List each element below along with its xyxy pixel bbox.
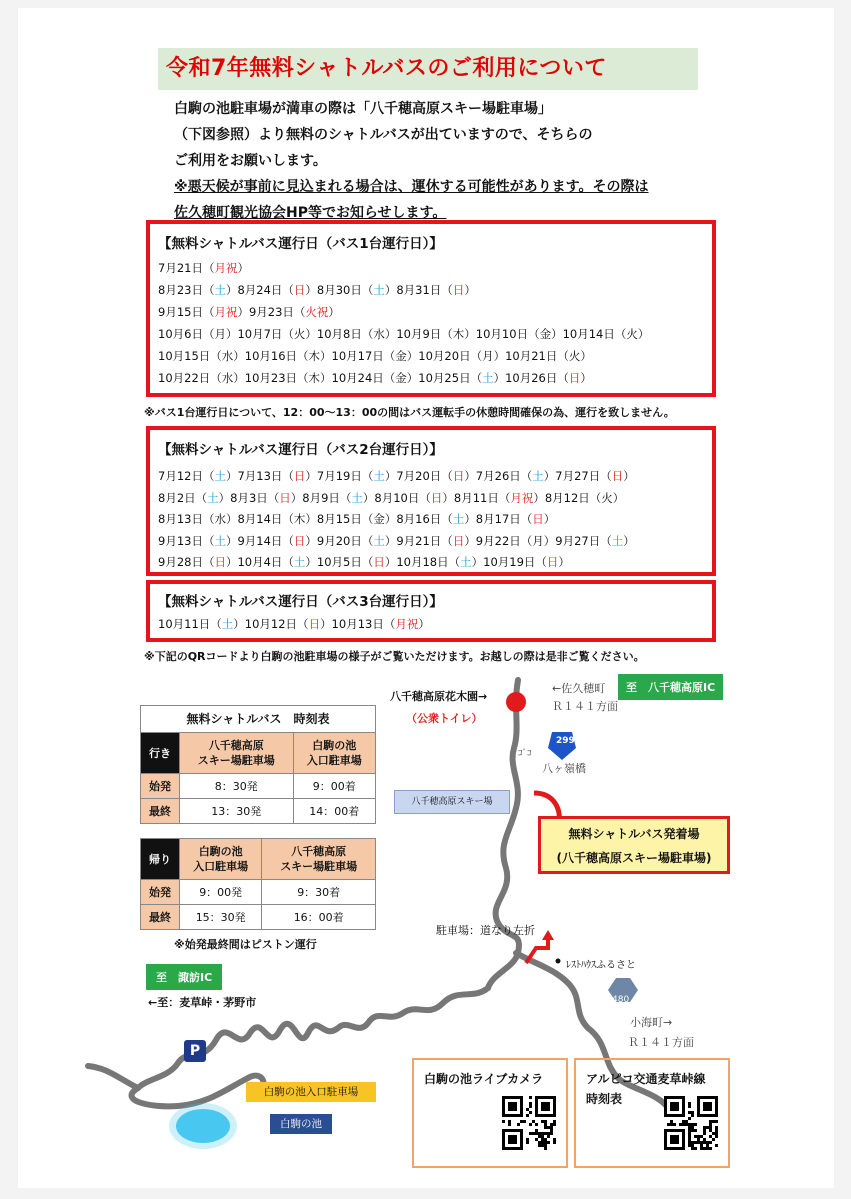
date-text: 9月15日（: [158, 305, 215, 319]
depot-subtitle: (八千穂高原スキー場駐車場): [556, 851, 712, 865]
bus3-schedule-box: [146, 580, 716, 642]
date-text: ）8月17日（: [464, 512, 533, 526]
date-text: 8月13日（水）8月14日（木）8月15日（金）8月16日（: [158, 512, 453, 526]
table-row: [141, 905, 376, 930]
flyer-page: [18, 8, 834, 1188]
day-of-week: 日: [452, 469, 465, 483]
arrival-time: 9：30着: [262, 880, 376, 905]
day-of-week: 土: [373, 533, 385, 548]
date-row: [158, 326, 649, 342]
date-text: 8月2日（: [158, 490, 208, 505]
table-row: [141, 774, 376, 799]
day-of-week: 土: [532, 469, 544, 483]
day-of-week: 月祝: [214, 261, 238, 275]
outbound-from: [180, 733, 294, 774]
route-480-label: 480: [612, 995, 630, 1005]
date-text: ）10月19日（: [471, 555, 547, 569]
intro-line: ご利用をお願いします。: [174, 153, 327, 169]
date-text: ）8月31日（: [384, 283, 453, 297]
bus2-schedule-box: [146, 426, 716, 576]
day-of-week: 日: [373, 555, 385, 569]
arrival-time: 9：00着: [293, 774, 375, 799]
day-of-week: 土: [214, 469, 226, 483]
depot-callout: [538, 816, 730, 874]
date-text: ）8月3日（: [218, 490, 280, 505]
parking-turn-label: 駐車場：道なり左折: [436, 924, 535, 937]
resthouse-label: ﾚｽﾄﾊｳｽふるさと: [566, 960, 636, 971]
date-text: ）8月10日（: [362, 490, 431, 505]
live-camera-label: 白駒の池ライブカメラ: [424, 1072, 544, 1086]
day-of-week: 土: [214, 283, 226, 297]
alpico-qr-box: [574, 1058, 730, 1168]
road-r299: [488, 680, 519, 988]
date-text: ）10月18日（: [384, 555, 461, 569]
day-of-week: 土: [611, 533, 624, 548]
date-text: ）9月14日（: [225, 533, 294, 548]
outbound-from-line: 八千穂高原: [208, 739, 264, 752]
date-text: ）: [418, 617, 430, 631]
return-from-line: 入口駐車場: [193, 860, 249, 873]
date-text: ）7月13日（: [225, 469, 294, 483]
return-to: [262, 839, 376, 880]
intro-text: [174, 96, 649, 226]
r141-bottom-label: Ｒ１４１方面: [628, 1036, 694, 1049]
date-text: ）10月26日（: [493, 371, 569, 385]
day-of-week: 月祝: [510, 490, 534, 505]
pond-glow: [169, 1103, 237, 1149]
return-from: [180, 839, 262, 880]
day-of-week: 土: [221, 617, 234, 631]
row-label: 始発: [141, 774, 180, 799]
curve-label: ｺﾞｺ: [518, 749, 532, 759]
date-text: ）: [543, 512, 556, 526]
date-row: [158, 533, 635, 549]
date-row: [158, 490, 624, 506]
alpico-sublabel: 時刻表: [586, 1092, 623, 1106]
date-text: ）8月12日（火）: [533, 490, 625, 505]
date-row: [158, 370, 592, 386]
day-of-week: 日: [214, 555, 226, 569]
date-text: ）10月5日（: [305, 555, 374, 569]
return-dir: 帰り: [141, 839, 180, 880]
date-text: ）7月27日（: [543, 469, 612, 483]
day-of-week: 日: [532, 512, 544, 526]
row-label: 最終: [141, 905, 180, 930]
pond-label: 白駒の池: [270, 1114, 332, 1134]
road-west: [88, 1066, 138, 1088]
day-of-week: 土: [482, 371, 494, 385]
arrival-time: 16：00着: [262, 905, 376, 930]
date-row: [158, 616, 430, 632]
day-of-week: 土: [351, 490, 363, 505]
intro-warning: ※悪天候が事前に見込まれる場合は、運休する可能性があります。その際は: [174, 179, 649, 195]
date-text: ）9月23日（: [237, 305, 306, 319]
toilet-marker: [506, 692, 526, 712]
return-to-line: スキー場駐車場: [280, 860, 358, 873]
flower-park-label: 八千穂高原花木園→: [390, 690, 488, 703]
route-299-label: 299: [556, 736, 575, 746]
date-row: [158, 468, 635, 484]
day-of-week: 土: [214, 533, 226, 548]
to-koumi-label: 小海町→: [630, 1016, 673, 1029]
bus1-note: ※バス1台運行日について、12：00～13：00の間はバス運転手の休憩時間確保の為、運行を致しません。: [144, 406, 675, 419]
date-text: ）8月30日（: [305, 283, 374, 297]
qr-note: ※下記のQRコードより白駒の池駐車場の様子がご覧いただけます。お越しの際は是非ご覧ください。: [144, 650, 645, 663]
date-text: 10月6日（月）10月7日（火）10月8日（水）10月9日（木）10月10日（金）10月14日（火）: [158, 327, 650, 341]
outbound-to: [293, 733, 375, 774]
day-of-week: 土: [452, 512, 465, 526]
date-text: ）: [237, 261, 249, 275]
to-mugikusa-label: ←至：麦草峠・茅野市: [148, 996, 257, 1009]
parking-arrow-head: [542, 930, 554, 940]
day-of-week: 土: [460, 555, 472, 569]
date-text: ）10月13日（: [320, 617, 396, 631]
date-text: ）: [328, 305, 340, 319]
parking-icon: P: [184, 1040, 206, 1062]
day-of-week: 日: [293, 283, 306, 297]
date-text: 7月12日（: [158, 469, 215, 483]
day-of-week: 土: [373, 283, 385, 297]
date-text: 8月23日（: [158, 283, 215, 297]
ski-resort-label: 八千穂高原スキー場: [394, 790, 510, 814]
date-row: [158, 304, 340, 320]
timetable-note: ※始発最終間はピストン運行: [174, 938, 317, 951]
date-row: [158, 348, 592, 364]
alpico-label: アルピコ交通麦草峠線: [586, 1072, 706, 1086]
depot-title: 無料シャトルバス発着場: [568, 827, 700, 841]
return-to-line: 八千穂高原: [291, 845, 347, 858]
date-text: ）8月9日（: [290, 490, 352, 505]
departure-time: 13：30発: [180, 799, 294, 824]
day-of-week: 日: [546, 555, 559, 569]
date-text: ）: [623, 469, 635, 483]
pond-parking-label: 白駒の池入口駐車場: [246, 1082, 376, 1102]
date-text: ）: [464, 283, 476, 297]
departure-time: 9：00発: [180, 880, 262, 905]
date-row: [158, 260, 249, 276]
date-text: ）9月21日（: [384, 533, 453, 548]
day-of-week: 月祝: [395, 617, 419, 631]
date-text: 10月15日（水）10月16日（木）10月17日（金）10月20日（月）10月21日（火）: [158, 349, 592, 363]
live-camera-qr-code[interactable]: [502, 1096, 556, 1150]
outbound-table: [140, 732, 376, 824]
date-text: ）9月20日（: [305, 533, 374, 548]
to-sakuho-label: ←佐久穂町: [552, 682, 606, 695]
intro-line: （下図参照）より無料のシャトルバスが出ていますので、そちらの: [174, 127, 593, 143]
toilet-label: （公衆トイレ）: [406, 712, 483, 725]
date-text: ）9月22日（月）9月27日（: [464, 533, 612, 548]
timetable: [140, 705, 376, 952]
to-ic-top-sign: 至 八千穂高原IC: [618, 674, 723, 700]
date-text: ）: [580, 371, 592, 385]
intro-warning: 佐久穂町観光協会HP等でお知らせします。: [174, 205, 447, 221]
day-of-week: 日: [568, 371, 581, 385]
date-text: ）: [558, 555, 570, 569]
date-text: ）7月26日（: [464, 469, 533, 483]
live-camera-qr-box: [412, 1058, 568, 1168]
date-text: ）7月20日（: [384, 469, 453, 483]
date-text: ）8月24日（: [225, 283, 294, 297]
day-of-week: 日: [308, 617, 321, 631]
day-of-week: 日: [452, 533, 465, 548]
day-of-week: 土: [373, 469, 385, 483]
day-of-week: 日: [293, 533, 306, 548]
to-suwa-sign: 至 諏訪IC: [146, 964, 222, 990]
alpico-qr-code[interactable]: [664, 1096, 718, 1150]
page-title: 令和7年無料シャトルバスのご利用について: [158, 48, 698, 90]
date-text: 9月28日（: [158, 555, 215, 569]
bus3-title: 【無料シャトルバス運行日（バス3台運行日）】: [158, 594, 443, 610]
timetable-title: 無料シャトルバス 時刻表: [140, 705, 376, 733]
arrival-time: 14：00着: [293, 799, 375, 824]
day-of-week: 日: [293, 469, 306, 483]
intro-line: 白駒の池駐車場が満車の際は「八千穂高原スキー場駐車場」: [174, 101, 552, 117]
return-from-line: 白駒の池: [198, 845, 243, 858]
date-text: ）: [623, 533, 635, 548]
date-text: 9月13日（: [158, 533, 215, 548]
outbound-to-line: 入口駐車場: [306, 754, 362, 767]
date-text: ）7月19日（: [305, 469, 374, 483]
resthouse-dot: [556, 959, 561, 964]
day-of-week: 日: [430, 490, 443, 505]
date-text: ）10月4日（: [225, 555, 294, 569]
day-of-week: 日: [452, 283, 465, 297]
bus1-title: 【無料シャトルバス運行日（バス1台運行日）】: [158, 236, 443, 252]
date-text: ）8月11日（: [442, 490, 511, 505]
row-label: 始発: [141, 880, 180, 905]
table-row: [141, 799, 376, 824]
bridge-label: 八ヶ嶺橋: [542, 762, 586, 775]
parking-arrow: [526, 938, 548, 963]
bus1-schedule-box: [146, 220, 716, 397]
date-text: 10月11日（: [158, 617, 222, 631]
outbound-from-line: スキー場駐車場: [197, 754, 275, 767]
date-text: ）10月12日（: [233, 617, 309, 631]
departure-time: 15：30発: [180, 905, 262, 930]
day-of-week: 月祝: [214, 305, 238, 319]
day-of-week: 火祝: [305, 305, 329, 319]
table-row: [141, 880, 376, 905]
date-text: 10月22日（水）10月23日（木）10月24日（金）10月25日（: [158, 371, 483, 385]
day-of-week: 日: [279, 490, 291, 505]
day-of-week: 土: [207, 490, 219, 505]
r141-top-label: Ｒ１４１方面: [552, 700, 618, 713]
bus2-title: 【無料シャトルバス運行日（バス2台運行日）】: [158, 442, 443, 458]
departure-time: 8：30発: [180, 774, 294, 799]
date-text: 7月21日（: [158, 261, 215, 275]
row-label: 最終: [141, 799, 180, 824]
date-row: [158, 282, 476, 298]
day-of-week: 土: [293, 555, 306, 569]
outbound-dir: 行き: [141, 733, 180, 774]
date-row: [158, 554, 570, 570]
day-of-week: 日: [611, 469, 624, 483]
outbound-to-line: 白駒の池: [312, 739, 357, 752]
return-table: [140, 838, 376, 930]
date-row: [158, 511, 555, 527]
